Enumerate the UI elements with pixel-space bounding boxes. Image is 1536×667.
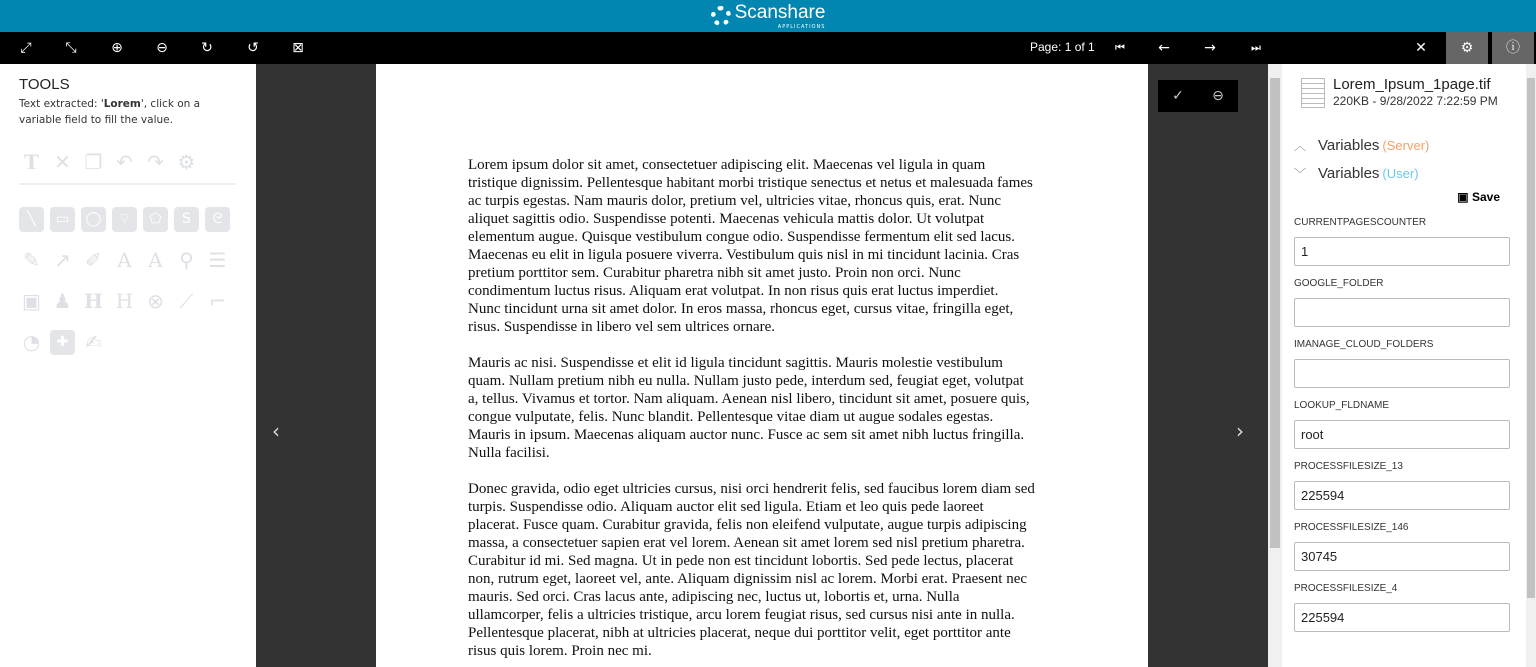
text-line: ullamcorper, felis a ultricies tristique, arcu lorem feugiat risus, sed cursus nisi ante in nulla. (468, 607, 1015, 623)
polygon-tool-icon[interactable]: ⬠ (143, 207, 168, 232)
font-style-icon[interactable]: A (148, 248, 163, 272)
rotate-left-icon[interactable]: ↺ (247, 40, 259, 56)
document-paragraph (468, 156, 1148, 336)
text-line: risus quis lorem. Proin nec mi. (468, 643, 652, 659)
text-line: pretium porttitor sem. Curabitur pharetra nibh sit amet justo. Proin non orci. Nunc (468, 265, 961, 281)
expand-icon[interactable]: ⤢ (20, 40, 32, 56)
rectangle-tool-icon[interactable]: ▭ (50, 207, 75, 232)
collapse-icon[interactable]: ⤡ (65, 40, 77, 56)
divider (19, 183, 236, 185)
document-paragraph (468, 354, 1148, 462)
area-measure-icon[interactable]: ⌐ (209, 289, 226, 313)
scanshare-logo (711, 2, 826, 30)
variables-server-header[interactable] (1294, 136, 1514, 156)
viewer-scrollbar[interactable] (1268, 64, 1282, 667)
msg-word: Lorem (103, 98, 141, 110)
text-line: Lorem ipsum dolor sit amet, consectetuer adipiscing elit. Maecenas vel ligula in quam (468, 157, 986, 173)
text-line: mauris. Sed orci. Cras lacus ante, adipiscing nec, luctus ut, lobortis et, urna. Nulla (468, 589, 960, 605)
field-label: PROCESSFILESIZE_13 (1294, 461, 1403, 472)
chevron-up-icon: ︿ (1294, 139, 1307, 153)
info-icon[interactable]: ⓘ (1492, 32, 1534, 64)
gear-icon[interactable]: ⚙ (177, 150, 196, 174)
redo-icon[interactable]: ↷ (147, 150, 164, 174)
file-meta: 220KB - 9/28/2022 7:22:59 PM (1333, 94, 1498, 108)
text-line: Mauris in ipsum. Maecenas aliquam auctor nunc. Fusce ac sem sit amet nibh luctus fringilla. (468, 427, 1025, 443)
field-label: PROCESSFILESIZE_146 (1294, 522, 1409, 533)
text-line: risus. Suspendisse in libero vel sem ultrices ornare. (468, 319, 776, 335)
zoom-in-icon[interactable]: ⊕ (111, 40, 123, 56)
app-header (0, 0, 1536, 32)
protractor-icon[interactable]: ◔ (22, 330, 41, 354)
text-line: non, rutrum eget, laoreet vel, ante. Aliquam dignissim nisl ac lorem. Morbi erat. Praesent nec (468, 571, 1028, 587)
text-line: Curabitur id mi. Sed magna. Ut in pede non est tincidunt lobortis. Sed pede lectus, placerat (468, 553, 1014, 569)
text-line: quam. Nullam pretium nibh eu nulla. Nullam justo pede, interdum sed, feugiat eget, volutpat (468, 373, 1024, 389)
delete-icon[interactable]: ✕ (54, 150, 71, 174)
copy-icon[interactable]: ❐ (84, 150, 103, 174)
text-line: Nulla facilisi. (468, 445, 550, 461)
field-label: GOOGLE_FOLDER (1294, 278, 1384, 289)
freehand-tool-icon[interactable]: S (174, 207, 199, 232)
prev-arrow-icon[interactable]: ‹ (272, 419, 280, 443)
text-line: Nunc tincidunt urna sit amet dolor. In eros massa, rhoncus eget, cursus vitae, fringilla eget, (468, 301, 1014, 317)
next-arrow-icon[interactable]: › (1236, 419, 1244, 443)
undo-icon[interactable]: ↶ (116, 150, 133, 174)
rotate-right-icon[interactable]: ↻ (201, 40, 213, 56)
document-paragraph (468, 480, 1148, 660)
next-page-icon[interactable]: → (1204, 40, 1216, 56)
text-line: ac turpis egestas. Nam mauris dolor, pretium vel, ultricies vitae, rhoncus quis, erat. Nunc (468, 193, 1002, 209)
text-tool-icon[interactable]: T (24, 150, 39, 174)
server-tag: (Server) (1382, 138, 1430, 153)
pin-icon[interactable]: ⚲ (179, 248, 194, 272)
variable-input[interactable]: 225594 (1294, 481, 1510, 510)
variable-input[interactable]: 225594 (1294, 603, 1510, 632)
chevron-down-icon: ﹀ (1294, 167, 1307, 181)
tool-grid (19, 150, 237, 355)
ellipse-tool-icon[interactable]: ◯ (81, 207, 106, 232)
brand-sub: APPLICATIONS (777, 24, 826, 30)
text-line: aliquet sagittis odio. Suspendisse potenti. Maecenas vehicula mattis dolor. Ut volutpat (468, 211, 985, 227)
heading-icon[interactable]: H (84, 289, 103, 313)
text-line: condimentum luctus risus. Aliquam erat volutpat. In non risus quis erat luctus imperdiet. (468, 283, 999, 299)
field-label: IMANAGE_CLOUD_FOLDERS (1294, 339, 1434, 350)
annotation-actions (1158, 80, 1238, 112)
image-icon[interactable]: ▣ (22, 289, 41, 313)
text-line: placerat. Fusce quam. Curabitur gravida, felis non eleifend vulputate, augue turpis adipiscing (468, 517, 1027, 533)
tools-message (19, 96, 237, 128)
user-label: Variables (1318, 165, 1380, 182)
minus-circle-icon[interactable]: ⊖ (1212, 88, 1224, 104)
check-icon[interactable]: ✓ (1172, 88, 1184, 104)
file-info (1301, 76, 1514, 108)
file-name: Lorem_Ipsum_1page.tif (1333, 76, 1491, 93)
text-line: turpis. Suspendisse odio. Aliquam auctor elit sed ligula. Etiam et leo quis pede laoreet (468, 499, 984, 515)
text-line: tristique dignissim. Pellentesque habitant morbi tristique senectus et netus et malesuada fames (468, 175, 1033, 191)
variable-input[interactable]: 30745 (1294, 542, 1510, 571)
msg-pre: Text extracted: ' (19, 98, 104, 110)
first-page-icon[interactable]: ⏮ (1115, 41, 1125, 54)
msg-post: ', click on a variable field to fill the value. (19, 98, 201, 126)
prev-page-icon[interactable]: ← (1158, 40, 1170, 56)
page-indicator: Page: 1 of 1 (1030, 40, 1095, 54)
logo-icon (711, 6, 731, 26)
ruler-icon[interactable]: ⟋ (179, 289, 194, 313)
variables-panel (1282, 64, 1526, 667)
redact-icon[interactable]: ⊗ (147, 289, 164, 313)
variable-input[interactable] (1294, 359, 1510, 388)
field-label: PROCESSFILESIZE_4 (1294, 583, 1398, 594)
panel-scrollbar[interactable] (1526, 64, 1536, 667)
zoom-out-icon[interactable]: ⊖ (156, 40, 168, 56)
text-line: Pellentesque placerat, nibh at ultricies placerat, neque dui porttitor velit, eget porttitor ante (468, 625, 1011, 641)
font-icon[interactable]: A (117, 248, 132, 272)
file-icon (1301, 78, 1325, 108)
toolbar (0, 32, 1536, 64)
last-page-icon[interactable]: ⏭ (1251, 41, 1261, 54)
text-line: Donec gravida, odio eget ultricies cursus, nisi orci hendrerit felis, sed faucibus lorem diam sed (468, 481, 1035, 497)
variable-input[interactable]: 1 (1294, 237, 1510, 266)
text-line: elementum augue. Quisque vestibulum congue odio. Suspendisse fermentum elit sed lacus. (468, 229, 1015, 245)
fit-close-icon[interactable]: ⊠ (292, 40, 304, 56)
signature-icon[interactable]: ✍ (85, 330, 102, 354)
curve-tool-icon[interactable]: ᘓ (205, 207, 230, 232)
settings-icon[interactable]: ⚙ (1446, 32, 1488, 64)
tools-panel (0, 64, 256, 667)
arrow-icon[interactable]: ↗ (54, 248, 71, 272)
text-line: congue vulputate, felis. Nunc blandit. Pellentesque vitae diam ut augue sodales egestas. (468, 409, 994, 425)
save-button[interactable] (1294, 190, 1500, 205)
variable-input[interactable] (1294, 298, 1510, 327)
text-line: a, tellus. Vivamus et tortor. Nam aliquam. Aenean nisl libero, tincidunt sit amet, posuere quis, (468, 391, 1030, 407)
tools-title: TOOLS (19, 76, 70, 93)
variables-user-header[interactable] (1294, 164, 1514, 184)
polyline-tool-icon[interactable]: ⌔ (112, 207, 137, 232)
variable-input[interactable]: root (1294, 420, 1510, 449)
document-page (376, 64, 1148, 667)
text-line: massa, a consectetuer sapien erat vel lorem. Aenean sit amet lorem sed nisl pretium pharetra. (468, 535, 1025, 551)
line-tool-icon[interactable]: ╲ (19, 207, 44, 232)
field-label: CURRENTPAGESCOUNTER (1294, 217, 1427, 228)
server-label: Variables (1318, 137, 1380, 154)
highlighter-icon[interactable]: ✐ (85, 248, 102, 272)
save-icon: ▣ (1457, 190, 1469, 204)
crosshair-icon[interactable]: ✚ (50, 330, 75, 355)
heading-select-icon[interactable]: H (115, 289, 134, 313)
note-icon[interactable]: ☰ (208, 248, 227, 272)
user-tag: (User) (1382, 166, 1419, 181)
stamp-icon[interactable]: ♟ (53, 289, 72, 313)
brand-name: Scanshare (734, 2, 826, 23)
save-label: Save (1471, 190, 1500, 204)
text-line: Mauris ac nisi. Suspendisse et elit id ligula tincidunt sagittis. Mauris molestie vestibulum (468, 355, 1003, 371)
edit-icon[interactable]: ✎ (23, 248, 40, 272)
close-icon[interactable]: ✕ (1415, 40, 1427, 56)
document-viewer (256, 64, 1268, 667)
text-line: Maecenas eu elit in ligula posuere viverra. Vestibulum quis nisl in mi tincidunt lacinia. Cras (468, 247, 1020, 263)
field-label: LOOKUP_FLDNAME (1294, 400, 1390, 411)
